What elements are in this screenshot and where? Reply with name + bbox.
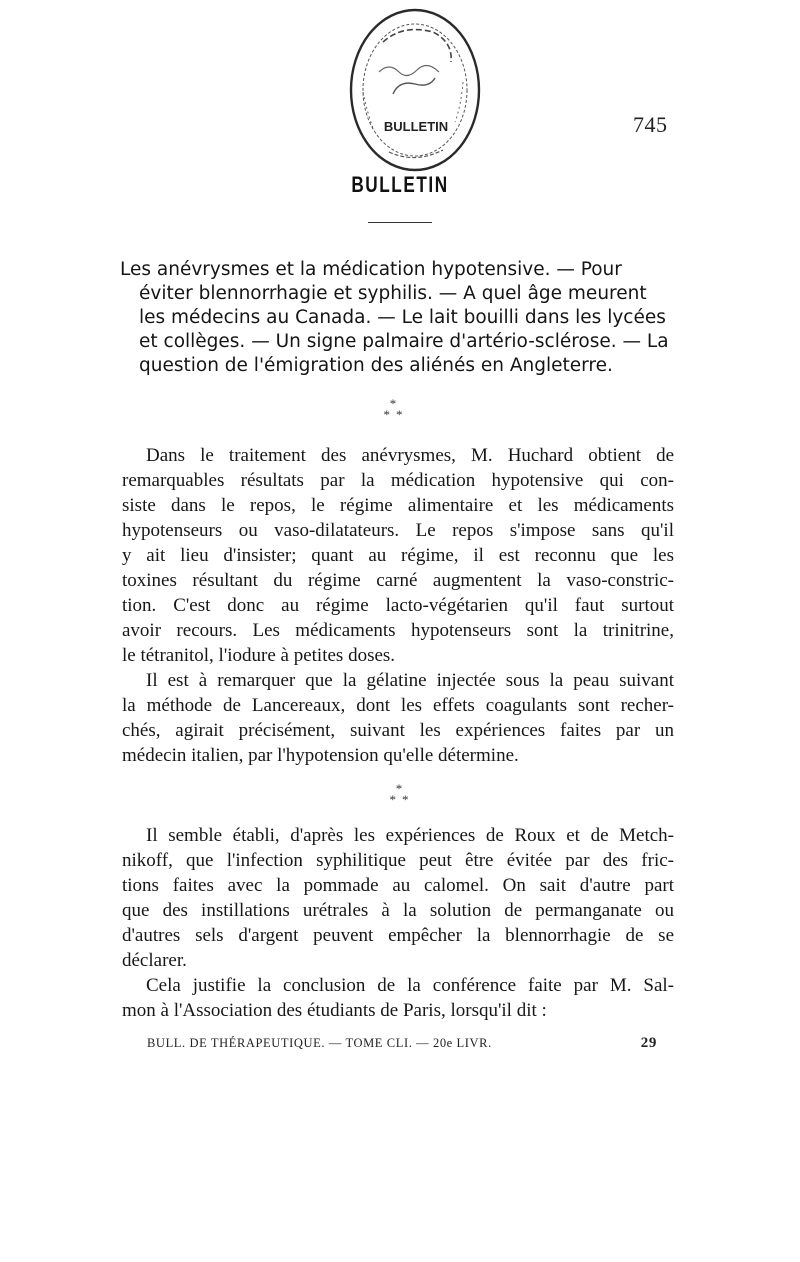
- separator-star: *: [383, 407, 396, 422]
- paragraph-line: y ait lieu d'insister; quant au régime, il est reconnu que les: [122, 545, 674, 566]
- summary-line: les médecins au Canada. — Le lait bouilli dans les lycées: [139, 307, 666, 328]
- summary-line: Les anévrysmes et la médication hypotensive. — Pour: [120, 259, 622, 280]
- paragraph-line: nikoff, que l'infection syphilitique peut être évitée par des fric-: [122, 850, 674, 871]
- paragraph-line: tion. C'est donc au régime lacto-végétarien qu'il faut surtout: [122, 595, 674, 616]
- paragraph-line: hypotenseurs ou vaso-dilatateurs. Le repos s'impose sans qu'il: [122, 520, 674, 541]
- paragraph-line: le tétranitol, l'iodure à petites doses.: [122, 645, 396, 666]
- paragraph-line: siste dans le repos, le régime alimentaire et les médicaments: [122, 495, 674, 516]
- summary-line: et collèges. — Un signe palmaire d'artério-sclérose. — La: [139, 331, 669, 352]
- paragraph-line: médecin italien, par l'hypotension qu'elle détermine.: [122, 745, 519, 766]
- stamp-label: BULLETIN: [383, 119, 449, 134]
- paragraph-line: Dans le traitement des anévrysmes, M. Huchard obtient de: [146, 445, 674, 466]
- summary-line: éviter blennorrhagie et syphilis. — A quel âge meurent: [139, 283, 647, 304]
- signature-mark: 29: [640, 1035, 657, 1051]
- separator-star: *: [396, 407, 409, 422]
- paragraph-line: que des instillations urétrales à la solution de permanganate ou: [122, 900, 674, 921]
- paragraph-line: toxines résultant du régime carné augmentent la vaso-constric-: [122, 570, 674, 591]
- paragraph-line: Cela justifie la conclusion de la conférence faite par M. Sal-: [146, 975, 674, 996]
- library-stamp: [343, 2, 489, 178]
- section-anevrysmes: [122, 443, 674, 768]
- section-syphilis: [122, 823, 674, 1023]
- paragraph-line: tions faites avec la pommade au calomel. On sait d'autre part: [122, 875, 674, 896]
- paragraph-line: mon à l'Association des étudiants de Paris, lorsqu'il dit :: [122, 1000, 547, 1021]
- paragraph-line: Il semble établi, d'après les expériences de Roux et de Metch-: [146, 825, 674, 846]
- paragraph-line: chés, agirait précisément, suivant les expériences faites par un: [122, 720, 674, 741]
- paragraph-line: avoir recours. Les médicaments hypotenseurs sont la trinitrine,: [122, 620, 674, 641]
- page-footer: [147, 1035, 657, 1052]
- paragraph-line: Il est à remarquer que la gélatine injectée sous la peau suivant: [146, 670, 674, 691]
- title-rule: [368, 222, 432, 223]
- paragraph-line: remarquables résultats par la médication hypotensive qui con-: [122, 470, 674, 491]
- summary-block: [120, 258, 672, 378]
- summary-line: question de l'émigration des aliénés en Angleterre.: [139, 355, 613, 376]
- separator-star: *: [402, 792, 415, 807]
- paragraph-line: la méthode de Lancereaux, dont les effets coagulants sont recher-: [122, 695, 674, 716]
- paragraph-line: d'autres sels d'argent peuvent empêcher la blennorrhagie de se: [122, 925, 674, 946]
- paragraph-line: déclarer.: [122, 950, 187, 971]
- footer-reference: BULL. DE THÉRAPEUTIQUE. — TOME CLI. — 20e LIVR.: [147, 1036, 492, 1050]
- section-separator: [373, 398, 413, 420]
- section-separator: [379, 783, 419, 805]
- running-title: BULLETIN: [351, 172, 449, 197]
- separator-star: *: [395, 781, 403, 796]
- page-number: 745: [633, 112, 668, 137]
- separator-star: *: [389, 396, 397, 411]
- separator-star: *: [389, 792, 402, 807]
